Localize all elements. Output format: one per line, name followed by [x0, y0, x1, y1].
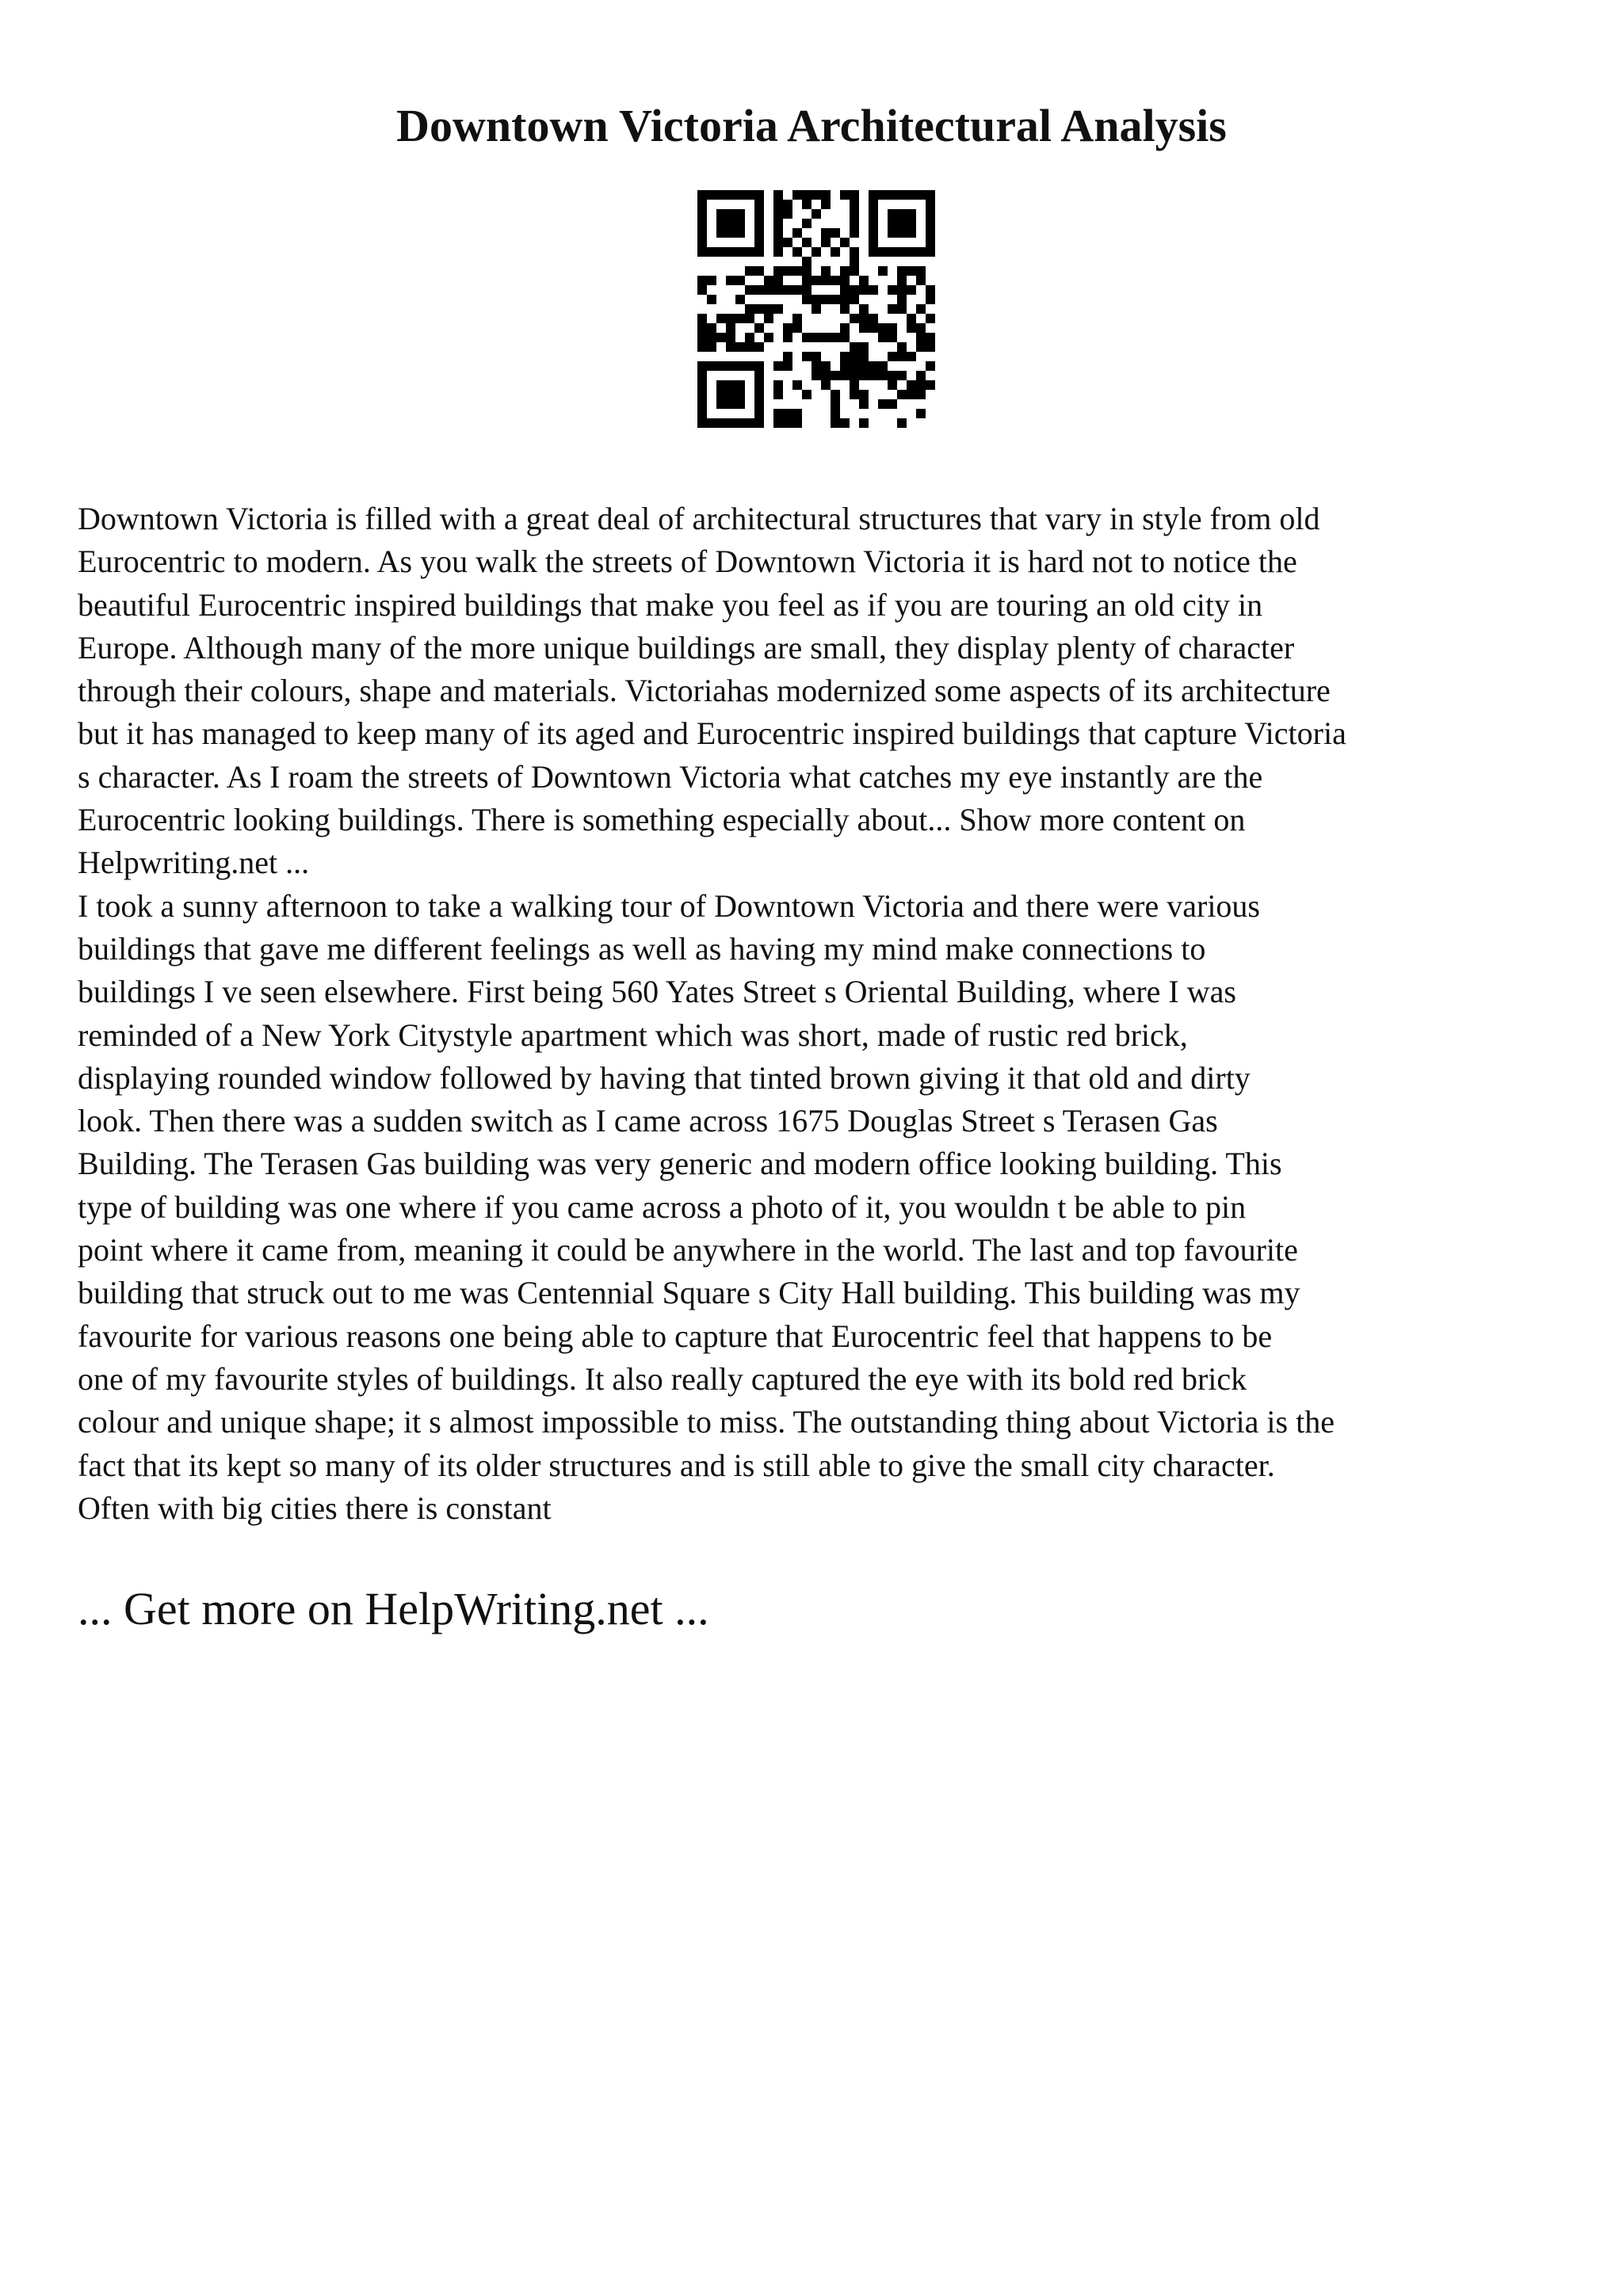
body-line: Downtown Victoria is filled with a great deal of architectural structures that vary in style from old — [78, 501, 1320, 536]
body-line: Eurocentric to modern. As you walk the streets of Downtown Victoria it is hard not to notice the — [78, 543, 1297, 580]
get-more-link[interactable]: ... Get more on HelpWriting.net ... — [78, 1583, 709, 1634]
body-line: type of building was one where if you came across a photo of it, you wouldn t be able to pin — [78, 1188, 1247, 1225]
body-line: beautiful Eurocentric inspired buildings that make you feel as if you are touring an old city in — [78, 586, 1263, 623]
body-line: reminded of a New York Citystyle apartment which was short, made of rustic red brick, — [78, 1016, 1188, 1053]
body-line: Often with big cities there is constant — [78, 1489, 552, 1526]
body-line: building that struck out to me was Centennial Square s City Hall building. This building was my — [78, 1275, 1300, 1311]
body-line: buildings that gave me different feelings as well as having my mind make connections to — [78, 930, 1206, 967]
body-line: favourite for various reasons one being able to capture that Eurocentric feel that happens to be — [78, 1318, 1273, 1354]
body-line: Eurocentric looking buildings. There is something especially about... Show more content on — [78, 802, 1246, 838]
body-line: but it has managed to keep many of its aged and Eurocentric inspired buildings that capture Victoria — [78, 715, 1346, 752]
body-line: Helpwriting.net ... — [78, 845, 310, 881]
body-line: buildings I ve seen elsewhere. First being 560 Yates Street s Oriental Building, where I was — [78, 974, 1236, 1010]
qr-code-icon — [697, 190, 935, 428]
body-line: displaying rounded window followed by having that tinted brown giving it that old and dirty — [78, 1059, 1251, 1096]
body-line: colour and unique shape; it s almost impossible to miss. The outstanding thing about Victoria is the — [78, 1404, 1335, 1440]
page-title: Downtown Victoria Architectural Analysis — [396, 100, 1227, 151]
body-line: Europe. Although many of the more unique buildings are small, they display plenty of character — [78, 629, 1295, 666]
body-line: look. Then there was a sudden switch as I came across 1675 Douglas Street s Terasen Gas — [78, 1103, 1218, 1139]
body-line: one of my favourite styles of buildings. It also really captured the eye with its bold red brick — [78, 1360, 1247, 1397]
body-line: I took a sunny afternoon to take a walking tour of Downtown Victoria and there were various — [78, 887, 1260, 924]
article-body — [78, 498, 1568, 1530]
body-line: Building. The Terasen Gas building was very generic and modern office looking building. This — [78, 1146, 1282, 1182]
body-line: through their colours, shape and materials. Victoriahas modernized some aspects of its architecture — [78, 673, 1331, 709]
body-line: s character. As I roam the streets of Downtown Victoria what catches my eye instantly are the — [78, 758, 1263, 795]
body-line: point where it came from, meaning it could be anywhere in the world. The last and top favourite — [78, 1232, 1298, 1268]
body-line: fact that its kept so many of its older structures and is still able to give the small city character. — [78, 1447, 1275, 1483]
